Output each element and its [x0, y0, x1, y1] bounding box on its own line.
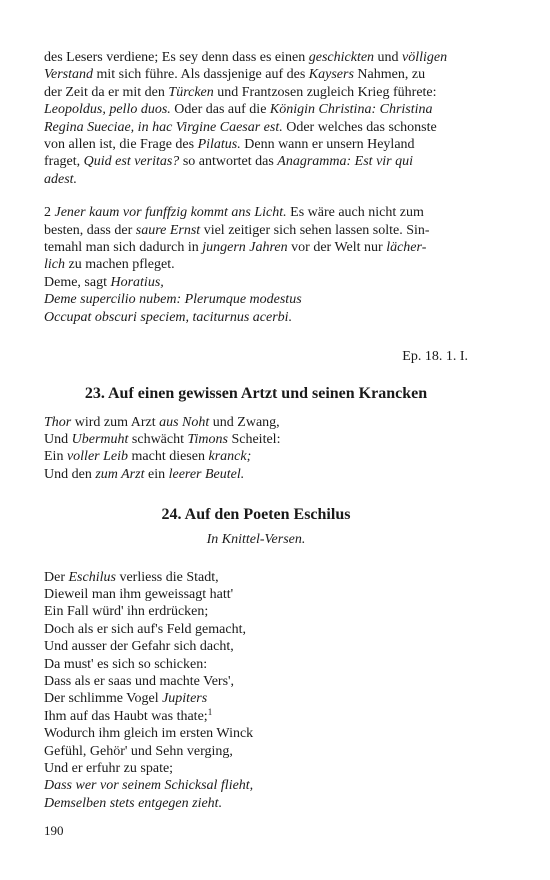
text-run: Deme supercilio nubem: Plerumque modestus: [44, 292, 302, 308]
text-line: [44, 153, 468, 170]
text-run: geschickten: [308, 50, 375, 65]
text-run: Ein Fall würd' ihn erdrücken;: [44, 604, 209, 620]
text-run: Oder das auf die: [170, 102, 270, 118]
text-line: [44, 256, 468, 273]
text-run: verliess die Stadt,: [115, 569, 219, 585]
text-line: [44, 119, 468, 136]
text-line: [44, 274, 468, 291]
text-run: Timons: [187, 431, 228, 447]
text-run: des Lesers verdiene; Es sey denn dass es einen: [44, 50, 309, 65]
text-run: Horatius,: [110, 274, 164, 290]
page-content: [44, 49, 468, 812]
text-run: Und ausser der Gefahr sich dacht,: [44, 639, 234, 655]
text-run: Occupat obscuri speciem, taciturnus acerbi.: [44, 309, 293, 325]
footnote-2: [44, 204, 468, 326]
text-line: [44, 84, 468, 101]
text-line: [44, 136, 468, 153]
text-line: [44, 171, 468, 188]
text-run: Oder welches das schonste: [282, 119, 437, 135]
text-run: ein: [144, 466, 169, 482]
text-run: Denn wann er unsern Heyland: [240, 137, 415, 153]
text-run: vor der Welt nur: [287, 240, 387, 256]
text-line: [44, 725, 468, 742]
text-line: [44, 777, 468, 794]
text-line: [44, 222, 468, 239]
text-line: [44, 66, 468, 83]
text-run: so antwortet das: [179, 154, 278, 170]
text-run: Thor: [44, 414, 72, 430]
text-run: mit sich führe. Als dassjenige auf des: [93, 67, 309, 83]
text-run: Ihm auf das Haubt was thate;: [44, 708, 208, 724]
text-line: [44, 708, 468, 725]
text-run: lich: [44, 257, 65, 273]
text-run: Leopoldus, pello duos.: [44, 102, 171, 118]
text-run: schwächt: [128, 431, 188, 447]
text-line: [44, 795, 468, 812]
text-run: Wodurch ihm gleich im ersten Winck: [44, 726, 254, 742]
footnote-1: [44, 49, 468, 188]
text-line: [44, 466, 468, 483]
text-line: [44, 638, 468, 655]
text-run: adest.: [44, 171, 78, 187]
text-run: Eschilus: [68, 569, 116, 585]
text-run: Verstand: [44, 67, 93, 83]
text-run: Türcken: [168, 84, 214, 100]
text-run: zum Arzt: [95, 466, 145, 482]
text-line: [44, 101, 468, 118]
poem-24-verses: [44, 569, 468, 813]
text-run: leerer Beutel.: [168, 466, 245, 482]
text-line: [44, 414, 468, 431]
poem-23-verses: [44, 414, 468, 484]
text-run: 2: [44, 205, 55, 221]
text-run: Ubermuht: [71, 431, 129, 447]
text-line: [44, 673, 468, 690]
text-line: [44, 309, 468, 326]
text-run: Kaysers: [308, 67, 354, 83]
text-line: [44, 603, 468, 620]
text-run: Demselben stets entgegen zieht.: [44, 795, 223, 811]
text-run: Jener kaum vor funffzig kommt ans Licht.: [54, 205, 287, 221]
text-run: Anagramma: Est vir qui: [277, 154, 414, 170]
text-run: Ein: [44, 449, 67, 465]
text-run: Doch als er sich auf's Feld gemacht,: [44, 621, 246, 637]
text-run: Es wäre auch nicht zum: [286, 205, 424, 221]
text-line: [44, 586, 468, 603]
text-line: [44, 621, 468, 638]
text-run: Dass als er saas und machte Vers',: [44, 673, 235, 689]
text-run: Nahmen, zu: [353, 67, 426, 83]
text-line: [44, 239, 468, 256]
text-line: [44, 291, 468, 308]
text-run: der Zeit da er mit den: [44, 84, 169, 100]
text-line: [44, 49, 468, 66]
text-run: Quid est veritas?: [83, 154, 180, 170]
text-run: Der schlimme Vogel: [44, 691, 163, 707]
text-line: [44, 569, 468, 586]
text-line: [44, 656, 468, 673]
text-line: [44, 760, 468, 777]
text-run: und: [374, 50, 403, 65]
text-run: Regina Sueciae, in hac Virgine Caesar est.: [44, 119, 283, 135]
text-run: jungern Jahren: [202, 240, 288, 256]
text-run: und Frantzosen zugleich Krieg führete:: [213, 84, 437, 100]
poem-24-subtitle: In Knittel-Versen.: [206, 532, 306, 548]
text-run: Da must' es sich so schicken:: [44, 656, 208, 672]
text-run: Und den: [44, 466, 96, 482]
text-run: Dieweil man ihm geweissagt hatt': [44, 586, 234, 602]
text-run: temahl man sich dadurch in: [44, 240, 203, 256]
text-run: kranck;: [208, 449, 252, 465]
text-run: Deme, sagt: [44, 274, 111, 290]
text-run: wird zum Arzt: [71, 414, 160, 430]
text-run: Königin Christina: Christina: [269, 102, 433, 118]
text-run: und Zwang,: [209, 414, 280, 430]
text-run: Dass wer vor seinem Schicksal flieht,: [44, 778, 254, 794]
text-run: lächer-: [386, 240, 427, 256]
text-run: aus Noht: [159, 414, 210, 430]
text-line: [44, 743, 468, 760]
text-run: Jupiters: [162, 691, 208, 707]
text-run: besten, dass der: [44, 222, 136, 238]
text-line: [44, 690, 468, 707]
page-number: 190: [44, 823, 64, 838]
text-line: [44, 204, 468, 221]
text-run: Pilatus.: [197, 137, 241, 153]
poem-23-title: 23. Auf einen gewissen Artzt und seinen Krancken: [84, 384, 428, 402]
text-run: Gefühl, Gehör' und Sehn verging,: [44, 743, 233, 759]
text-run: zu machen pfleget.: [65, 257, 175, 273]
text-run: saure Ernst: [135, 222, 201, 238]
text-run: von allen ist, die Frage des: [44, 137, 198, 153]
text-run: völligen: [402, 50, 448, 65]
text-run: viel zeitiger sich sehen lassen solte. Sin-: [200, 222, 430, 238]
text-run: Scheitel:: [227, 431, 281, 447]
text-run: Der: [44, 569, 69, 585]
text-run: voller Leib: [66, 449, 128, 465]
text-run: Und: [44, 431, 72, 447]
poem-24-title: 24. Auf den Poeten Eschilus: [161, 506, 351, 524]
text-run: Und er erfuhr zu spate;: [44, 761, 174, 776]
text-run: fraget,: [44, 154, 84, 170]
text-run: macht diesen: [128, 449, 209, 465]
footnote-marker: 1: [207, 706, 213, 717]
text-line: [44, 431, 468, 448]
citation: Ep. 18. 1. I.: [402, 349, 468, 365]
text-line: [44, 448, 468, 465]
